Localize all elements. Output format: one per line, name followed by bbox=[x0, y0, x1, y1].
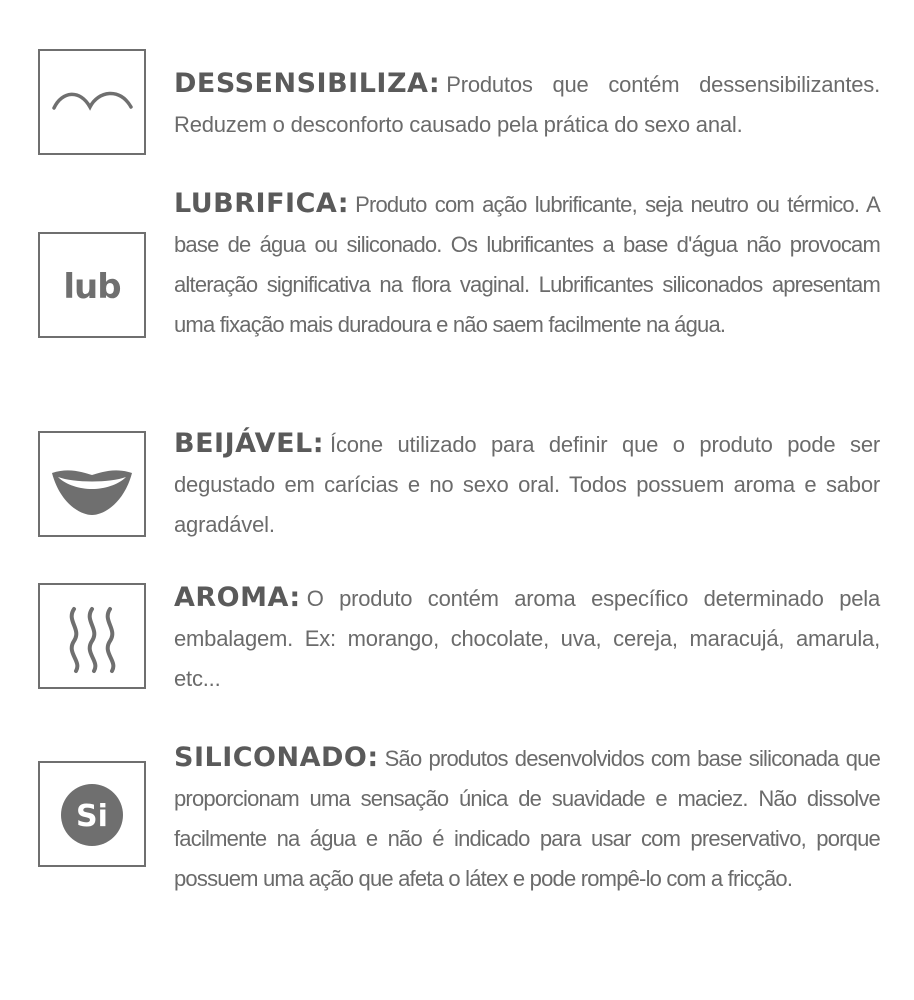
item-text bbox=[174, 424, 880, 545]
item-text bbox=[174, 184, 880, 345]
item-title: LUBRIFICA: bbox=[174, 188, 350, 219]
item-description: O produto contém aroma específico determinado pela embalagem. Ex: morango, chocolate, uva, cereja, maracujá, amarula, etc... bbox=[174, 586, 880, 691]
icon-frame bbox=[38, 232, 146, 338]
aroma-waves-icon bbox=[40, 585, 144, 687]
icon-frame bbox=[38, 431, 146, 537]
item-title: BEIJÁVEL: bbox=[174, 428, 325, 459]
silicone-si-icon bbox=[40, 763, 144, 865]
lub-icon bbox=[40, 234, 144, 336]
item-description: São produtos desenvolvidos com base siliconada que proporcionam uma sensação única de suavidade e maciez. Não dissolve facilmente na água e não é indicado para usar com preservativo, porque possuem uma ação que afeta o látex e pode rompê-lo com a fricção. bbox=[174, 746, 880, 891]
icon-frame bbox=[38, 761, 146, 867]
item-text bbox=[174, 64, 880, 145]
eyebrow-icon bbox=[40, 51, 144, 153]
icon-frame bbox=[38, 49, 146, 155]
item-title: AROMA: bbox=[174, 582, 301, 613]
item-description: Produtos que contém dessensibilizantes. Reduzem o desconforto causado pela prática do sexo anal. bbox=[174, 72, 880, 137]
lips-icon bbox=[40, 433, 144, 535]
item-title: DESSENSIBILIZA: bbox=[174, 68, 441, 99]
lub-icon-label: lub bbox=[63, 267, 121, 307]
si-icon-label: Si bbox=[76, 799, 108, 834]
item-description: Ícone utilizado para definir que o produto pode ser degustado em carícias e no sexo oral. Todos possuem aroma e sabor agradável. bbox=[174, 432, 880, 537]
item-text bbox=[174, 738, 880, 899]
item-title: SILICONADO: bbox=[174, 742, 379, 773]
icon-frame bbox=[38, 583, 146, 689]
item-description: Produto com ação lubrificante, seja neutro ou térmico. A base de água ou siliconado. Os lubrificantes a base d'água não provocam alteração significativa na flora vaginal. Lubrificantes siliconados apresentam uma fixação mais duradoura e não saem facilmente na água. bbox=[174, 192, 880, 337]
item-text bbox=[174, 578, 880, 699]
